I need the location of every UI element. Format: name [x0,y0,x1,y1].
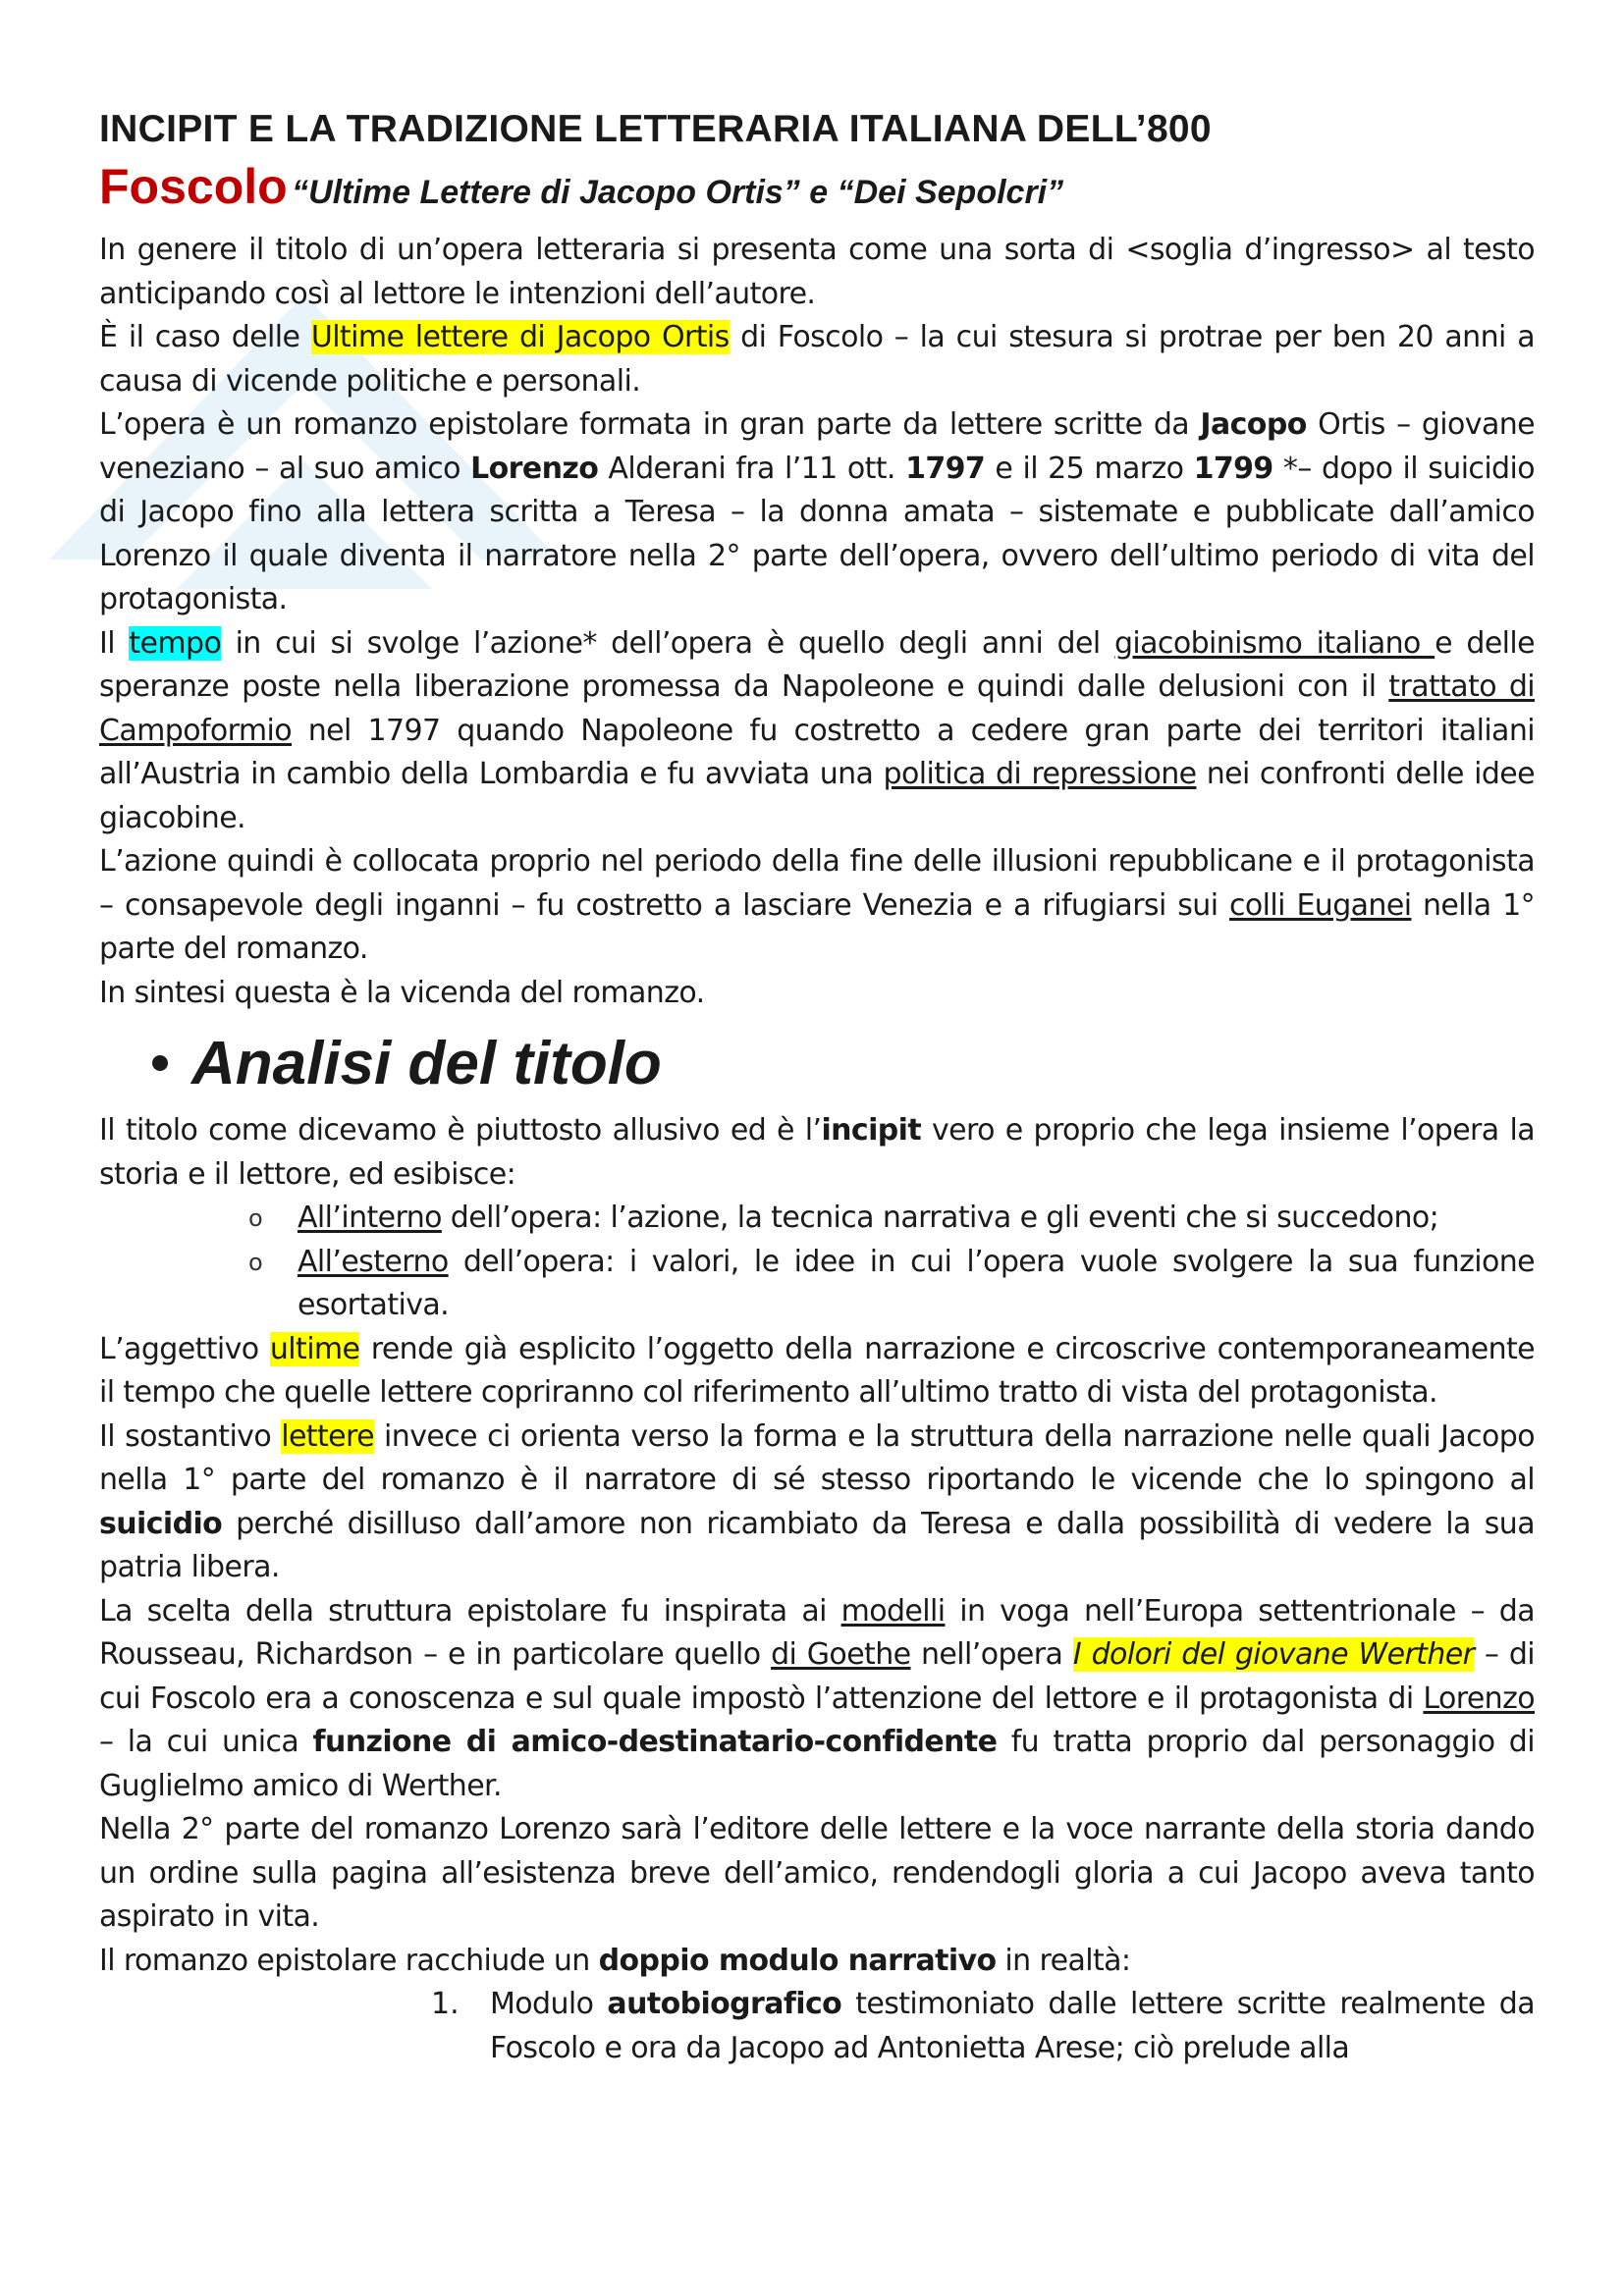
numbered-list [99,1983,1535,2070]
document-title: INCIPIT E LA TRADIZIONE LETTERARIA ITALIANA DELL’800 [99,108,1212,150]
highlight-ultime: ultime [269,1331,360,1366]
subheading [99,157,1535,229]
list-item: o All’interno dell’opera: l’azione, la tecnica narrativa e gli eventi che si succedono; [99,1197,1535,1241]
paragraph-6: In sintesi questa è la vicenda del romanzo. [99,975,705,1010]
paragraph-8: L’aggettivo ultime rende già esplicito l’oggetto della narrazione e circoscrive contemporaneamente il tempo che quelle lettere copriranno col riferimento all’ultimo tratto di vista del protagonista. [99,1331,1536,1410]
highlight-tempo: tempo [129,625,222,661]
paragraph-11: Nella 2° parte del romanzo Lorenzo sarà l’editore delle lettere e la voce narrante della storia dando un ordine sulla pagina all’esistenza breve dell’amico, rendendogli gloria a cui Jacopo aveva tanto aspirato in vita. [99,1812,1535,1934]
author-name: Foscolo [99,159,288,214]
highlight-werther: I dolori del giovane Werther [1072,1637,1475,1672]
paragraph-12: Il romanzo epistolare racchiude un doppio modulo narrativo in realtà: [99,1943,1131,1978]
paragraph-5: L’azione quindi è collocata proprio nel periodo della fine delle illusioni repubblicane e il protagonista – consapevole degli inganni – fu costretto a lasciare Venezia e a rifugiarsi sui colli Euganei nella 1° parte del romanzo. [99,844,1536,966]
paragraph-9: Il sostantivo lettere invece ci orienta verso la forma e la struttura della narrazione nelle quali Jacopo nella 1° parte del romanzo è il narratore di sé stesso riportando le vicende che lo spingono al suicidio perché disilluso dall’amore non ricambiato da Teresa e dalla possibilità di vedere la sua patria libera. [99,1418,1535,1584]
works-title: “Ultime Lettere di Jacopo Ortis” e “Dei Sepolcri” [292,174,1064,211]
paragraph-2: È il caso delle Ultime lettere di Jacopo Ortis di Foscolo – la cui stesura si protrae per ben 20 anni a causa di vicende politiche e personali. [99,320,1535,399]
list-item: o All’esterno dell’opera: i valori, le idee in cui l’opera vuole svolgere la sua funzione esortativa. [99,1241,1535,1328]
paragraph-7: Il titolo come dicevamo è piuttosto allusivo ed è l’incipit vero e proprio che lega insieme l’opera la storia e il lettore, ed esibisce: [99,1113,1535,1192]
bullet-list [99,1197,1535,1328]
highlight-lettere: lettere [281,1418,374,1454]
paragraph-1: In genere il titolo di un’opera letteraria si presenta come una sorta di <soglia d’ingresso> al testo anticipando così al lettore le intenzioni dell’autore. [99,233,1535,311]
list-item: 1. Modulo autobiografico testimoniato dalle lettere scritte realmente da Foscolo e ora da Jacopo ad Antonietta Arese; ciò prelude alla [431,1987,1535,2065]
document-page [99,102,1535,2070]
highlight-title: Ultime lettere di Jacopo Ortis [310,320,730,354]
paragraph-3: L’opera è un romanzo epistolare formata in gran parte da lettere scritte da Jacopo Ortis – giovane veneziano – al suo amico Lorenzo Alderani fra l’11 ott. 1797 e il 25 marzo 1799 *– dopo il suicidio di Jacopo fino alla lettera scritta a Teresa – la donna amata – sistemate e pubblicate dall’amico Lorenzo il quale diventa il narratore nella 2° parte dell’opera, ovvero dell’ultimo periodo di vita del protagonista. [99,407,1535,616]
paragraph-10: La scelta della struttura epistolare fu inspirata ai modelli in voga nell’Europa settentrionale – da Rousseau, Richardson – e in particolare quello di Goethe nell’opera I dolori del giovane Werther – di cui Foscolo era a conoscenza e sul quale impostò l’attenzione del lettore e il protagonista di Lorenzo – la cui unica funzione di amico-destinatario-confidente fu tratta proprio dal personaggio di Guglielmo amico di Werther. [99,1593,1536,1803]
circle-bullet-icon: o [248,1204,263,1232]
circle-bullet-icon: o [248,1248,263,1276]
section-heading: Analisi del titolo [99,1023,1535,1103]
paragraph-4: Il tempo in cui si svolge l’azione* dell’opera è quello degli anni del giacobinismo italiano e delle speranze poste nella liberazione promessa da Napoleone e quindi dalle delusioni con il trattato di Campoformio nel 1797 quando Napoleone fu costretto a cedere gran parte dei territori italiani all’Austria in cambio della Lombardia e fu avviata una politica di repressione nei confronti delle idee giacobine. [99,625,1536,835]
bullet-dot-icon [152,1055,168,1071]
